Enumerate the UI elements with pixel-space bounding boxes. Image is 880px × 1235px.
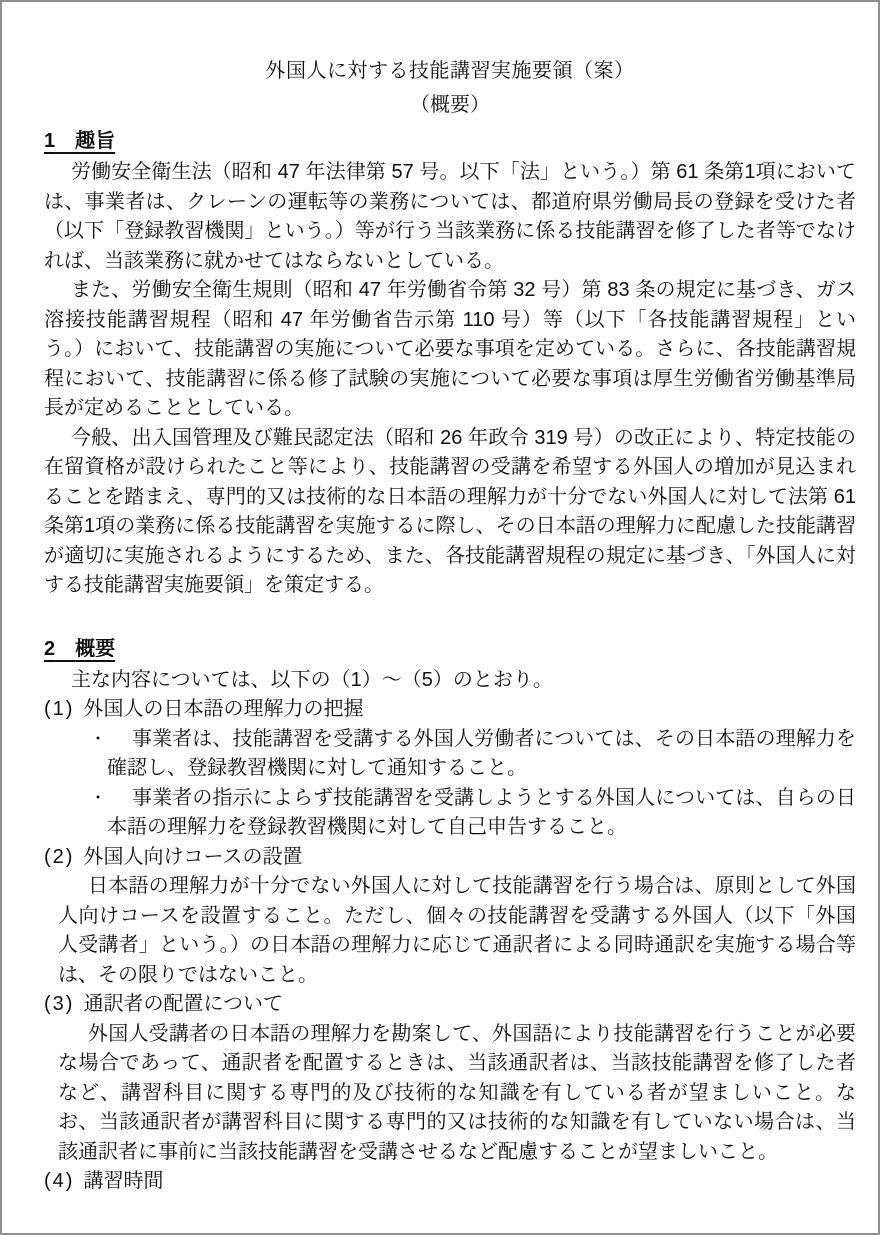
bullet-item <box>44 784 856 843</box>
bullet-text: 事業者は、技能講習を受講する外国人労働者については、その日本語の理解力を確認し、登録教習機関に対して通知すること。 <box>107 727 856 779</box>
document-body <box>2 2 878 1233</box>
list-item-1 <box>44 695 856 843</box>
list-item-2-title: 外国人向けコースの設置 <box>83 845 303 868</box>
section-1-paragraph-2: また、労働安全衛生規則（昭和 47 年労働省令第 32 号）第 83 条の規定に基づき、ガス溶接技能講習規程（昭和 47 年労働省告示第 110 号）等（以下「各技能講習規程」という。）において、技能講習の実施について必要な事項を定めている。さらに、各技能講習規程において、技能講習に係る修了試験の実施について必要な事項は厚生労働省労働基準局長が定めることとしている。 <box>44 279 856 419</box>
section-1-heading <box>44 126 856 156</box>
section-1-paragraph-1: 労働安全衛生法（昭和 47 年法律第 57 号。以下「法」という。）第 61 条第1項においては、事業者は、クレーンの運転等の業務については、都道府県労働局長の登録を受けた者（以下「登録教習機関」という。）等が行う当該業務に係る技能講習を修了した者等でなければ、当該業務に就かせてはならないとしている。 <box>44 161 856 272</box>
list-item-3-heading <box>44 990 856 1020</box>
section-1-label: 趣旨 <box>75 130 116 152</box>
section-2-heading <box>44 634 856 664</box>
section-1-heading-text <box>44 130 115 152</box>
list-item-2-number: (2) <box>44 845 75 868</box>
list-item-3-title: 通訳者の配置について <box>83 993 284 1015</box>
bullet-text: 事業者の指示によらず技能講習を受講しようとする外国人については、自らの日本語の理解力を登録教習機関に対して自己申告すること。 <box>107 786 856 838</box>
list-item-3-number: (3) <box>44 993 75 1015</box>
section-2-heading-text <box>44 638 115 660</box>
bullet-icon: ・ <box>90 789 107 807</box>
list-item-2-body: 日本語の理解力が十分でない外国人に対して技能講習を行う場合は、原則として外国人向けコースを設置すること。ただし、個々の技能講習を受講する外国人（以下「外国人受講者」という。）の日本語の理解力に応じて通訳者による同時通訳を実施する場合等は、その限りではないこと。 <box>58 875 856 986</box>
list-item-1-number: (1) <box>44 698 75 720</box>
section-2-label: 概要 <box>75 637 116 660</box>
section-1-number: 1 <box>44 130 56 152</box>
list-item-4-title: 講習時間 <box>83 1170 164 1192</box>
list-item-1-heading <box>44 695 856 725</box>
page-subtitle: （概要） <box>410 94 490 116</box>
section-2-intro: 主な内容については、以下の（1）～（5）のとおり。 <box>71 668 553 691</box>
section-2-number: 2 <box>44 637 56 660</box>
list-item-4-heading <box>44 1167 856 1197</box>
list-item-3 <box>44 990 856 1167</box>
list-item-2-heading <box>44 843 856 873</box>
page-title: 外国人に対する技能講習実施要領（案） <box>265 60 635 82</box>
list-item-1-title: 外国人の日本語の理解力の把握 <box>83 698 364 720</box>
list-item-2 <box>44 843 856 991</box>
list-item-4-number: (4) <box>44 1170 75 1192</box>
bullet-icon: ・ <box>90 730 107 748</box>
bullet-item <box>44 725 856 784</box>
list-item-3-body: 外国人受講者の日本語の理解力を勘案して、外国語により技能講習を行うことが必要な場合であって、通訳者を配置するときは、当該通訳者は、当該技能講習を修了した者など、講習科目に関する専門的及び技術的な知識を有している者が望ましいこと。なお、当該通訳者が講習科目に関する専門的又は技術的な知識を有していない場合は、当該通訳者に事前に当該技能講習を受講させるなど配慮することが望ましいこと。 <box>58 1022 856 1163</box>
section-1-paragraph-3: 今般、出入国管理及び難民認定法（昭和 26 年政令 319 号）の改正により、特定技能の在留資格が設けられたこと等により、技能講習の受講を希望する外国人の増加が見込まれることを踏まえ、専門的又は技術的な日本語の理解力が十分でない外国人に対して法第 61 条第1項の業務に係る技能講習を実施するに際し、その日本語の理解力に配慮した技能講習が適切に実施されるようにするため、また、各技能講習規程の規定に基づき、「外国人に対する技能講習実施要領」を策定する。 <box>44 426 856 596</box>
list-item-4 <box>44 1167 856 1197</box>
